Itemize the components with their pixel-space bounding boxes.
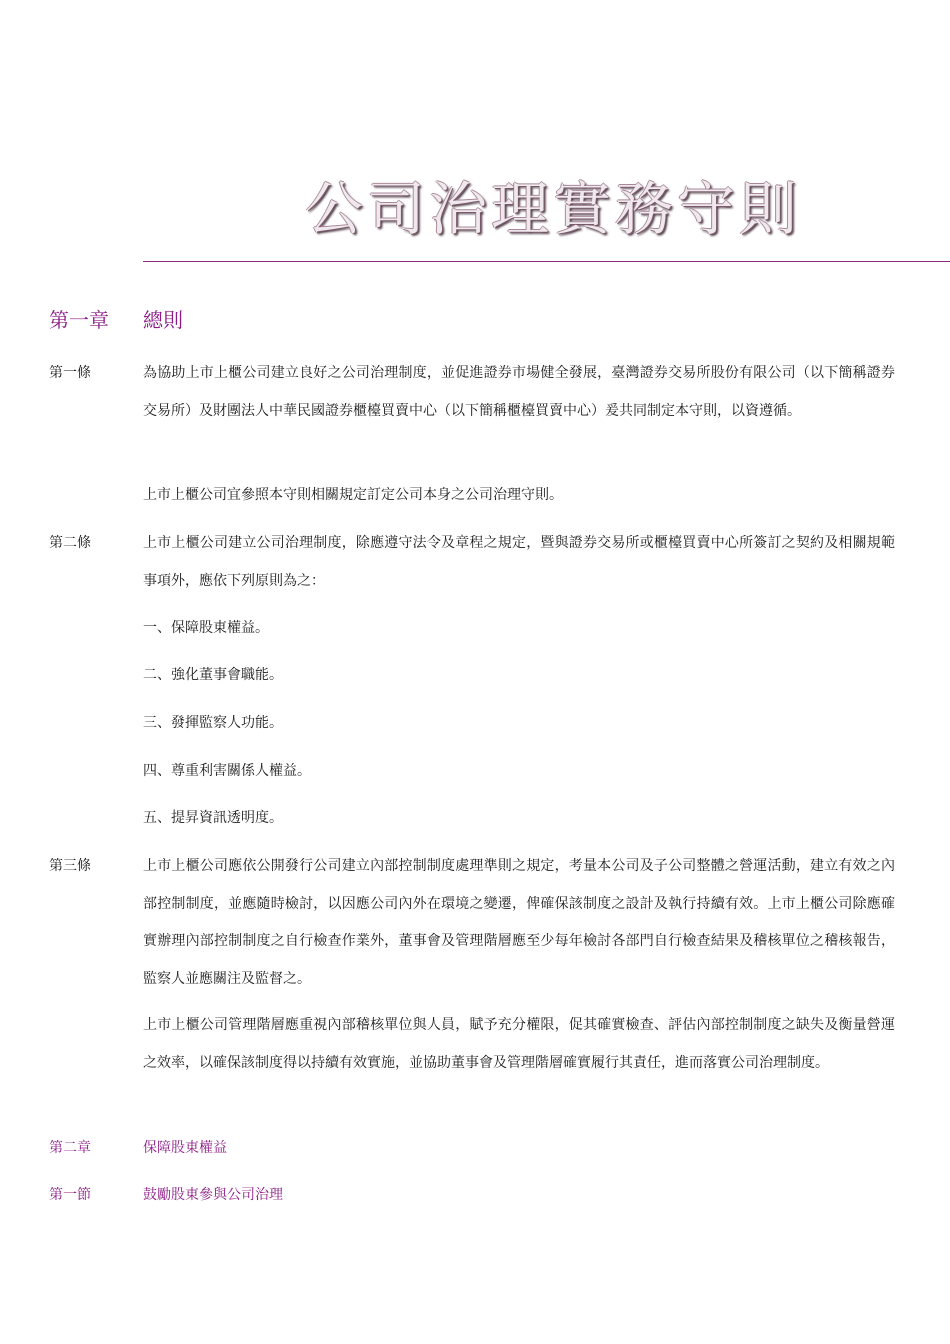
article-2-item-4: 四、尊重利害關係人權益。 [143,763,311,779]
article-1-paragraph-2: 上市上櫃公司宜參照本守則相關規定訂定公司本身之公司治理守則。 [143,487,563,503]
chapter-1-title: 總則 [143,308,183,332]
chapter-1-number: 第一章 [49,308,109,332]
document-title: 公司治理實務守則 [305,175,802,243]
article-2-item-1: 一、保障股東權益。 [143,620,269,636]
chapter-2-number: 第二章 [49,1140,91,1156]
article-1-paragraph-1: 為協助上市上櫃公司建立良好之公司治理制度，並促進證券市場健全發展，臺灣證券交易所股份有限公司（以下簡稱證券交易所）及財團法人中華民國證券櫃檯買賣中心（以下簡稱櫃檯買賣中心）爰共同制定本守則，以資遵循。 [143,365,895,419]
article-2-label: 第二條 [49,535,91,551]
article-3-paragraph-1: 上市上櫃公司應依公開發行公司建立內部控制制度處理準則之規定，考量本公司及子公司整體之營運活動，建立有效之內部控制制度，並應隨時檢討，以因應公司內外在環境之變遷，俾確保該制度之設計及執行持續有效。上市上櫃公司除應確實辦理內部控制制度之自行檢查作業外，董事會及管理階層應至少每年檢討各部門自行檢查結果及稽核單位之稽核報告，監察人並應關注及監督之。 [143,858,895,987]
article-2-item-5: 五、提昇資訊透明度。 [143,810,283,826]
article-2-item-2: 二、強化董事會職能。 [143,667,283,683]
section-1-title: 鼓勵股東參與公司治理 [143,1187,283,1203]
article-2-paragraph: 上市上櫃公司建立公司治理制度，除應遵守法令及章程之規定，暨與證券交易所或櫃檯買賣中心所簽訂之契約及相關規範事項外，應依下列原則為之： [143,535,895,589]
title-divider [143,261,950,262]
article-3-paragraph-2: 上市上櫃公司管理階層應重視內部稽核單位與人員，賦予充分權限，促其確實檢查、評估內部控制制度之缺失及衡量營運之效率，以確保該制度得以持續有效實施，並協助董事會及管理階層確實履行其責任，進而落實公司治理制度。 [143,1017,895,1071]
article-2-item-3: 三、發揮監察人功能。 [143,715,283,731]
article-1-label: 第一條 [49,365,91,381]
article-3-label: 第三條 [49,858,91,874]
chapter-2-title: 保障股東權益 [143,1140,227,1156]
section-1-number: 第一節 [49,1187,91,1203]
